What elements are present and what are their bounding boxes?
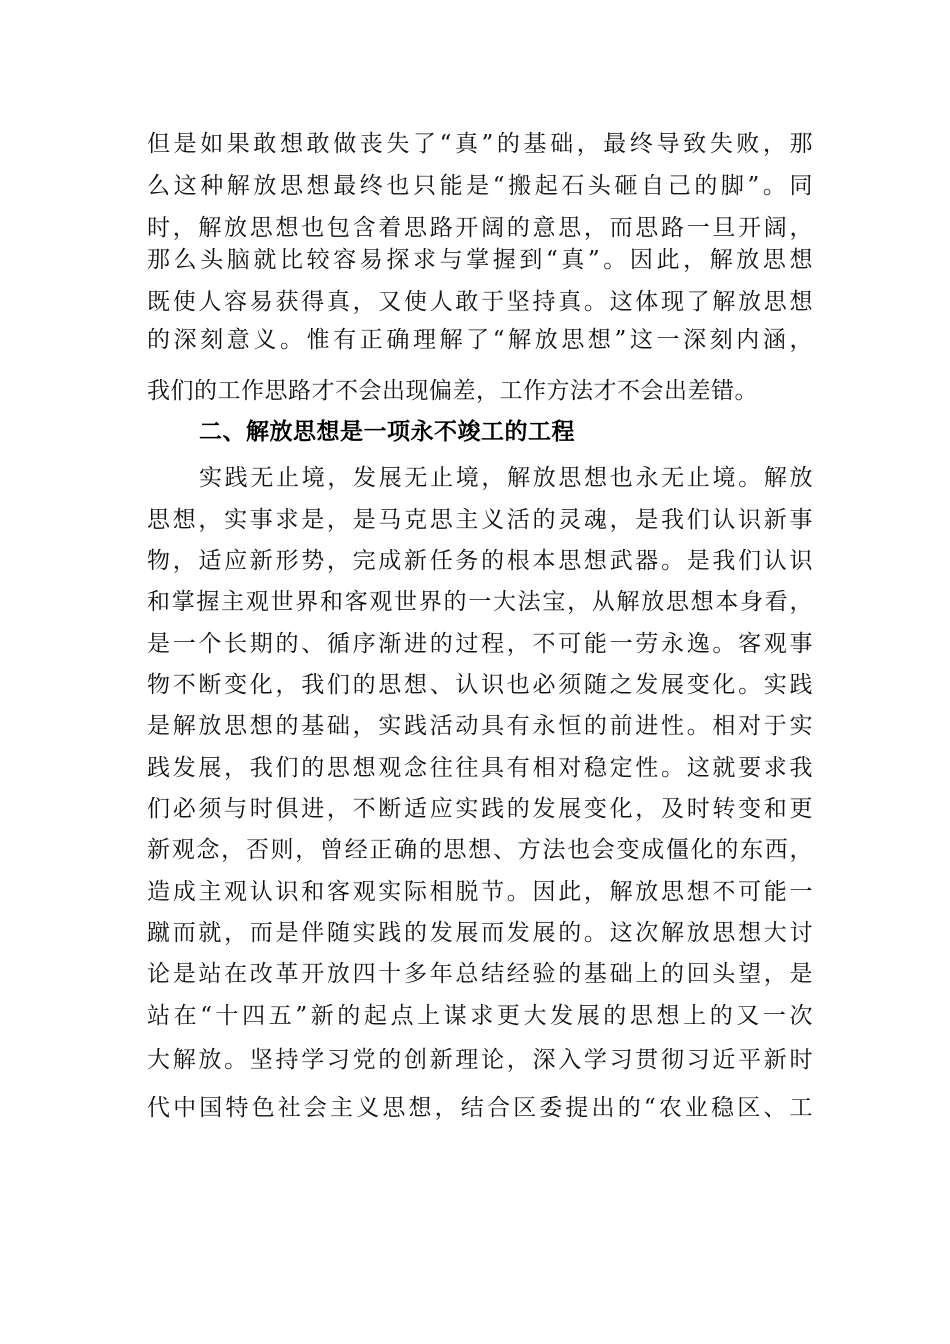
paragraph-line: 的深刻意义。惟有正确理解了“解放思想”这一深刻内涵， <box>147 327 813 353</box>
paragraph-line: 和掌握主观世界和客观世界的一大法宝，从解放思想本身看， <box>147 589 813 615</box>
paragraph-line: 是解放思想的基础，实践活动具有永恒的前进性。相对于实 <box>147 713 813 739</box>
paragraph-line: 既使人容易获得真，又使人敢于坚持真。这体现了解放思想 <box>147 289 813 315</box>
paragraph-line: 物，适应新形势，完成新任务的根本思想武器。是我们认识 <box>147 548 813 574</box>
paragraph-line: 论是站在改革开放四十多年总结经验的基础上的回头望，是 <box>147 961 813 987</box>
paragraph-line: 们必须与时俱进，不断适应实践的发展变化，及时转变和更 <box>147 796 813 822</box>
paragraph-line: 时，解放思想也包含着思路开阔的意思，而思路一旦开阔， <box>147 215 813 241</box>
paragraph-line: 践发展，我们的思想观念往往具有相对稳定性。这就要求我 <box>147 755 813 781</box>
paragraph-line: 是一个长期的、循序渐进的过程，不可能一劳永逸。客观事 <box>147 631 813 657</box>
paragraph-line: 实践无止境，发展无止境，解放思想也永无止境。解放 <box>199 465 813 491</box>
paragraph-line: 但是如果敢想敢做丧失了“真”的基础，最终导致失败，那 <box>147 131 813 157</box>
paragraph-line: 代中国特色社会主义思想，结合区委提出的“农业稳区、工 <box>147 1095 813 1121</box>
paragraph-line: 新观念，否则，曾经正确的思想、方法也会变成僵化的东西， <box>147 837 813 863</box>
paragraph-line: 那么头脑就比较容易探求与掌握到“真”。因此，解放思想 <box>147 247 813 273</box>
paragraph-line: 蹴而就，而是伴随实践的发展而发展的。这次解放思想大讨 <box>147 920 813 946</box>
paragraph-line: 大解放。坚持学习党的创新理论，深入学习贯彻习近平新时 <box>147 1047 813 1073</box>
paragraph-line: 物不断变化，我们的思想、认识也必须随之发展变化。实践 <box>147 672 813 698</box>
paragraph-line: 么这种解放思想最终也只能是“搬起石头砸自己的脚”。同 <box>147 173 813 199</box>
paragraph-line: 我们的工作思路才不会出现偏差，工作方法才不会出差错。 <box>147 378 758 404</box>
paragraph-line: 思想，实事求是，是马克思主义活的灵魂，是我们认识新事 <box>147 507 813 533</box>
paragraph-line: 站在“十四五”新的起点上谋求更大发展的思想上的又一次 <box>147 1003 813 1029</box>
paragraph-line: 造成主观认识和客观实际相脱节。因此，解放思想不可能一 <box>147 879 813 905</box>
section-heading: 二、解放思想是一项永不竣工的工程 <box>199 419 575 445</box>
